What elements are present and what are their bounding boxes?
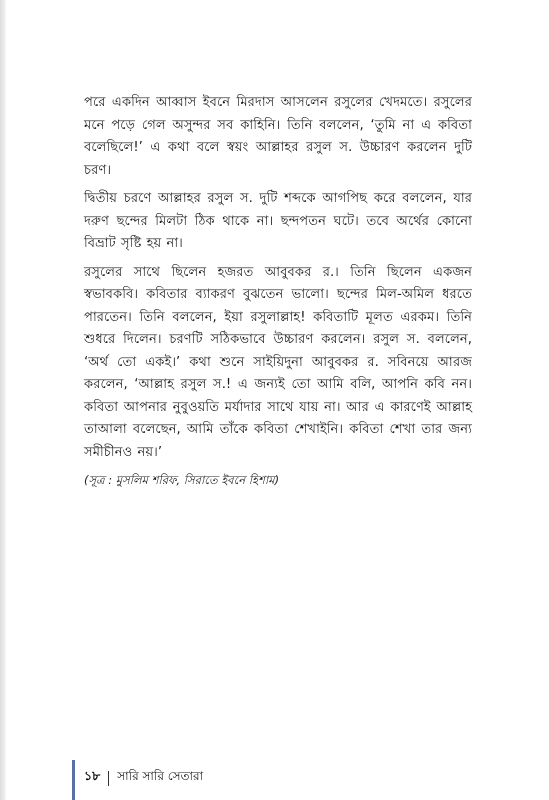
footer-accent-bar [72,760,75,800]
page-number: ১৮ [84,768,101,783]
paragraph-1: পরে একদিন আব্বাস ইবনে মিরদাস আসলেন রসুলের খেদমতে। রসুলের মনে পড়ে গেল অসুন্দর সব কাহিনি। তিনি বললেন, ‘তুমি না এ কবিতা বলেছিলে!’ এ কথা বলে স্বয়ং আল্লাহর রসুল স. উচ্চারণ করলেন দুটি চরণ। [84,95,472,178]
page-edge-shadow [0,0,6,800]
book-title: সারি সারি সেতারা [117,769,204,783]
page-footer [84,768,203,788]
paragraph-2: দ্বিতীয় চরণে আল্লাহর রসুল স. দুটি শব্দকে আগপিছ করে বললেন, যার দরুণ ছন্দের মিলটা ঠিক থাকে না। ছন্দপতন ঘটে। তবে অর্থের কোনো বিভ্রাট সৃষ্টি হয় না। [84,191,472,251]
footer-divider [108,771,109,786]
page-body [84,92,472,491]
source-citation: (সূত্র : মুসলিম শরিফ, সিরাতে ইবনে হিশাম) [84,473,280,487]
paragraph-3: রসুলের সাথে ছিলেন হজরত আবুবকর র.। তিনি ছিলেন একজন স্বভাবকবি। কবিতার ব্যাকরণ বুঝতেন ভালো। ছন্দের মিল-অমিল ধরতে পারতেন। তিনি বললেন, ইয়া রসুলাল্লাহ! কবিতাটি মূলত এরকম। তিনি শুধরে দিলেন। চরণটি সঠিকভাবে উচ্চারণ করলেন। রসুল স. বললেন, ‘অর্থ তো একই।’ কথা শুনে সাইয়িদুনা আবুবকর র. সবিনয়ে আরজ করলেন, ‘আল্লাহ রসুল স.! এ জন্যই তো আমি বলি, আপনি কবি নন। কবিতা আপনার নুবুওয়তি মর্যাদার সাথে যায় না। আর এ কারণেই আল্লাহ তাআলা বলেছেন, আমি তাঁকে কবিতা শেখাইনি। কবিতা শেখা তার জন্য সমীচীনও নয়।’ [84,264,472,460]
